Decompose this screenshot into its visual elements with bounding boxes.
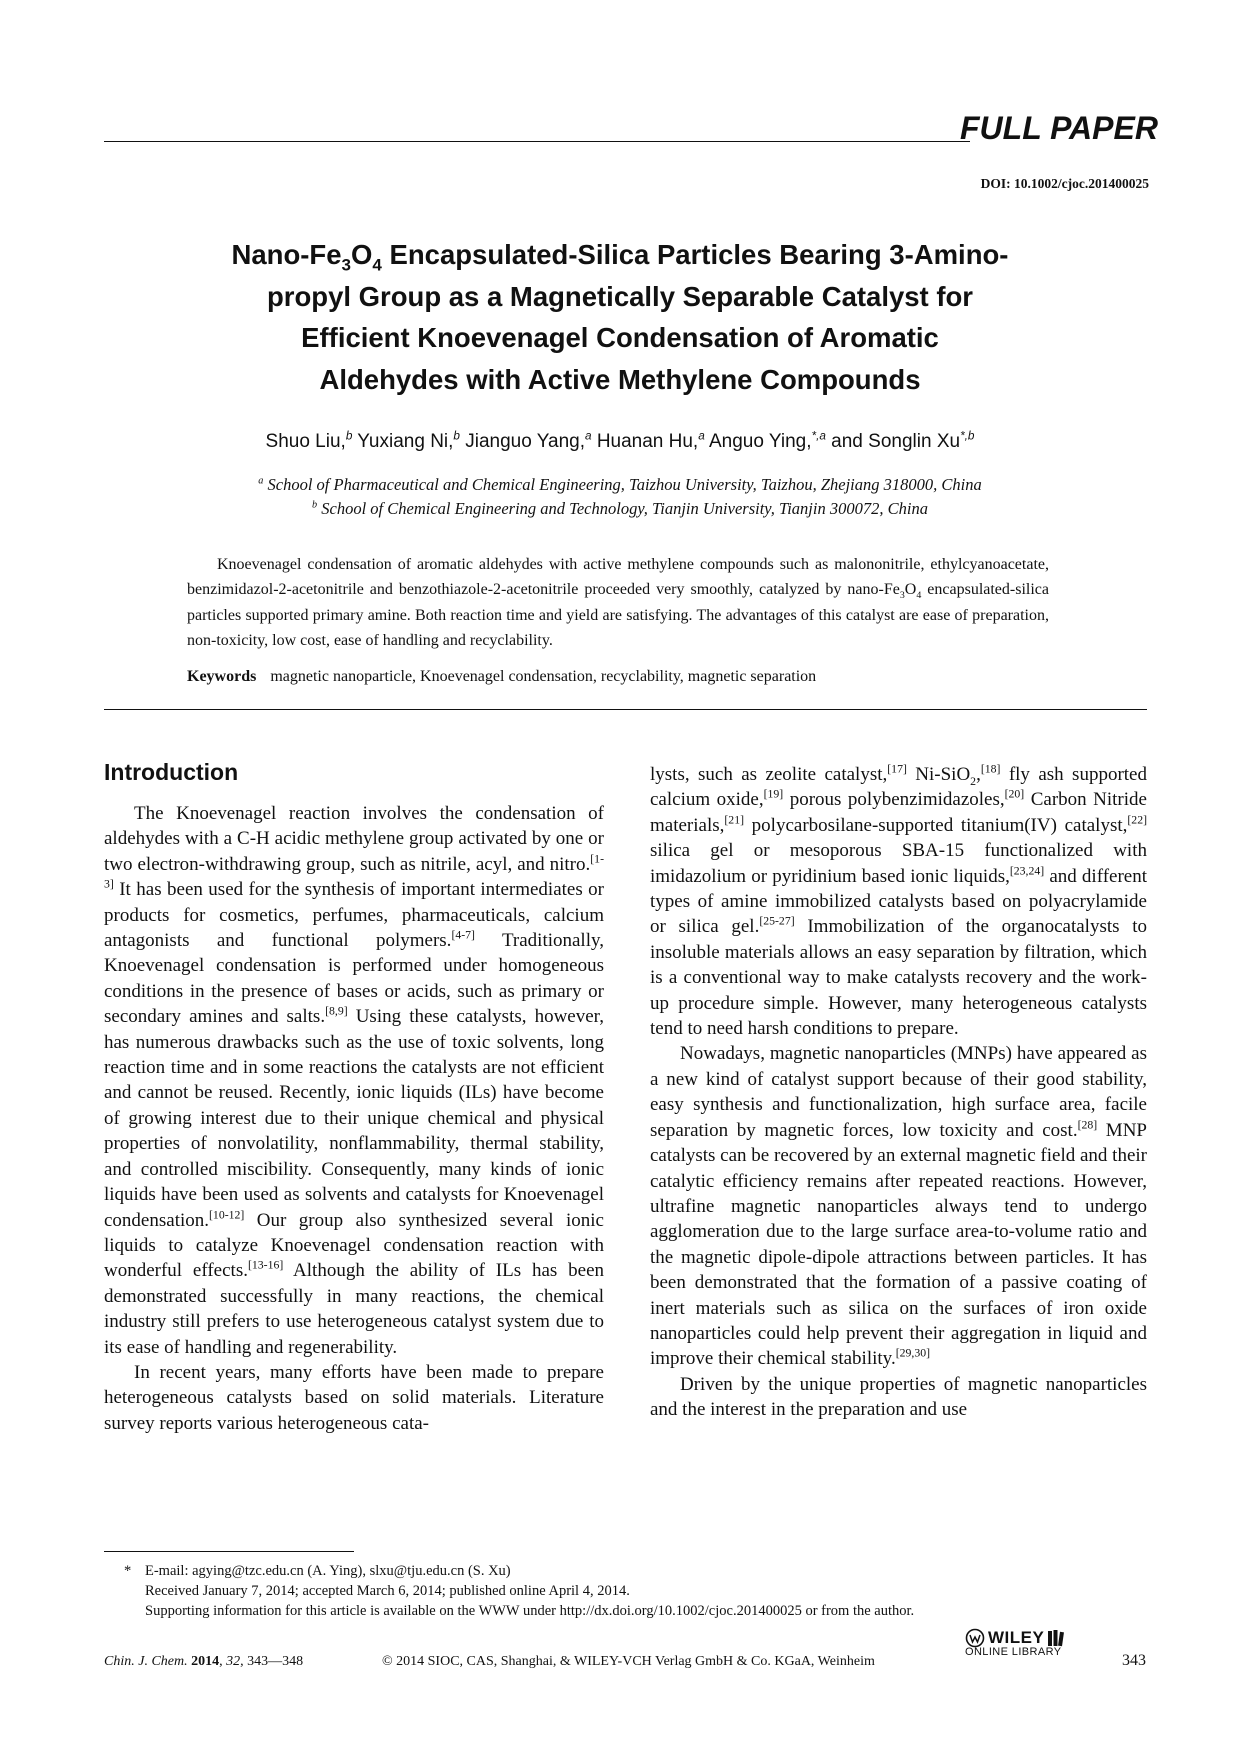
author-affil-mark: a (584, 429, 592, 443)
title-line-3: Efficient Knoevenagel Condensation of Aromatic (301, 322, 939, 353)
reference-mark[interactable]: [10-12] (209, 1208, 245, 1222)
footnote-received: Received January 7, 2014; accepted March 6, 2014; published online April 4, 2014. (145, 1583, 630, 1599)
title-line-4: Aldehydes with Active Methylene Compounds (319, 363, 921, 395)
wiley-wordmark: WILEY (988, 1628, 1045, 1647)
section-label: FULL PAPER (960, 110, 1158, 146)
reference-mark[interactable]: [21] (724, 813, 744, 827)
author-name: Shuo Liu, (265, 431, 346, 452)
left-column (104, 801, 604, 1436)
author-name: Yuxiang Ni, (357, 431, 454, 452)
author-name: Huanan Hu, (596, 431, 699, 452)
affiliation-b: $^b$ School of Chemical Engineering and Technology, Tianjin University, Tianjin 300072, China (312, 499, 928, 518)
paragraph: Driven by the unique properties of magnetic nanoparticles and the interest in the preparation and use (650, 1373, 1147, 1421)
copyright-notice: © 2014 SIOC, CAS, Shanghai, & WILEY-VCH Verlag GmbH & Co. KGaA, Weinheim (382, 1654, 875, 1669)
wiley-seal-icon (965, 1628, 985, 1648)
author-name: Jianguo Yang, (465, 431, 585, 452)
wiley-subtext: ONLINE LIBRARY (965, 1646, 1062, 1658)
abstract: Knoevenagel condensation of aromatic aldehydes with active methylene compounds such as malononitrile, ethylcyanoacetate, benzimidazol-2-acetonitrile and benzothiazole-2-acetonitrile proceeded very smoothly, catalyzed by nano-$Fe_3O_4$ encapsulated-silica particles supported primary amine. Both reaction time and yield are satisfying. The advantages of this catalyst are ease of preparation, non-toxicity, low cost, ease of handling and recyclability. (187, 556, 1050, 649)
paragraph: The Knoevenagel reaction involves the condensation of aldehydes with a C-H acidic methylene group activated by one or two electron-withdrawing group, such as nitrile, acyl, and nitro.[1-3] It has been used for the synthesis of important intermediates or products for cosmetics, perfumes, pharmaceuticals, calcium antagonists and functional polymers.[4-7] Traditionally, Knoevenagel condensation is performed under homogeneous conditions in the presence of bases or acids, such as primary or secondary amines and salts.[8,9] Using these catalysts, however, has numerous drawbacks such as the use of toxic solvents, long reaction time and in some reactions the catalysts are not efficient and cannot be reused. Recently, ionic liquids (ILs) have become of growing interest due to their unique chemical and physical properties of nonvolatility, nonflammability, thermal stability, and controlled miscibility. Consequently, many kinds of ionic liquids have been used as solvents and catalysts for Knoevenagel condensation.[10-12] Our group also synthesized several ionic liquids to catalyze Knoevenagel condensation reaction with wonderful effects.[13-16] Although the ability of ILs has been demonstrated successfully in many reactions, the chemical industry still prefers to use heterogeneous catalyst system due to its ease of handling and regenerability. (104, 803, 605, 1358)
author-affil-mark: *,b (960, 429, 975, 443)
reference-mark[interactable]: [28] (1077, 1118, 1098, 1132)
wiley-logo[interactable] (965, 1628, 1067, 1658)
footnote-rule (104, 1551, 354, 1552)
author-affil-mark: *,a (811, 429, 826, 443)
reference-mark[interactable]: [8,9] (325, 1004, 348, 1018)
keywords-label: Keywords (187, 668, 257, 685)
reference-mark[interactable]: [4-7] (451, 928, 475, 942)
author-name: and Songlin Xu (831, 431, 961, 452)
paragraph: lysts, such as zeolite catalyst,[17] Ni-SiO$_2$,[18] fly ash supported calcium oxide,[19] porous polybenzimidazoles,[20] Carbon Nitride materials,[21] polycarbosilane-supported titanium(IV) catalyst,[22] silica gel or mesoporous SBA-15 functionalized with imidazolium or pyridinium based ionic liquids,[23,24] and different types of amine immobilized catalysts based on polyacrylamide or silica gel.[25-27] Immobilization of the organocatalysts to insoluble materials allows an easy separation by filtration, which is a conventional way to make catalysts recovery and the work-up procedure simple. However, many heterogeneous catalysts tend to need harsh conditions to prepare. (650, 762, 1148, 1040)
paper-title (150, 234, 1090, 400)
paragraph: Nowadays, magnetic nanoparticles (MNPs) have appeared as a new kind of catalyst support because of their good stability, easy synthesis and functionalization, high surface area, facile separation by magnetic forces, low toxicity and cost.[28] MNP catalysts can be recovered by an external magnetic field and their catalytic efficiency remains after repeated reactions. However, ultrafine magnetic nanoparticles always tend to undergo agglomeration due to the large surface area-to-volume ratio and the magnetic dipole-dipole attractions between particles. It has been demonstrated that the formation of a passive coating of inert materials such as silica on the surfaces of iron oxide nanoparticles could help prevent their aggregation in liquid and improve their chemical stability.[29,30] (650, 1043, 1147, 1370)
page-number: 343 (1122, 1652, 1146, 1669)
author-affil-mark: a (698, 429, 705, 443)
reference-mark[interactable]: [17] (887, 762, 907, 776)
keywords-text: magnetic nanoparticle, Knoevenagel condensation, recyclability, magnetic separation (270, 668, 817, 685)
reference-mark[interactable]: [13-16] (247, 1258, 284, 1272)
section-heading: Introduction (104, 759, 239, 785)
reference-mark[interactable]: [18] (980, 762, 1001, 776)
reference-mark[interactable]: [22] (1127, 813, 1147, 827)
author-name: Anguo Ying, (709, 431, 812, 452)
paragraph: In recent years, many efforts have been made to prepare heterogeneous catalysts based on solid materials. Literature survey reports various heterogeneous cata- (104, 1361, 604, 1434)
footnote-supporting-info[interactable]: Supporting information for this article is available on the WWW under http://dx.doi.org/10.1002/cjoc.201400025 or from the author. (145, 1603, 915, 1619)
affiliation-a: $^a$ School of Pharmaceutical and Chemical Engineering, Taizhou University, Taizhou, Zhejiang 318000, China (258, 475, 982, 494)
journal-citation: Chin. J. Chem. 2014, 32, 343—348 (104, 1654, 304, 1669)
footnote-marker: * (124, 1563, 132, 1579)
right-column (650, 762, 1147, 1423)
reference-mark[interactable]: [19] (763, 788, 784, 802)
reference-mark[interactable]: [23,24] (1009, 864, 1045, 878)
library-books-icon (1047, 1629, 1067, 1647)
author-list (150, 431, 1090, 453)
header-rule (104, 141, 970, 142)
doi-text: DOI: 10.1002/cjoc.201400025 (980, 176, 1149, 191)
abstract-rule (104, 709, 1147, 710)
title-line-1: Nano-$Fe_3O_4$ Encapsulated-Silica Particles Bearing 3-Amino- (231, 239, 1009, 275)
reference-mark[interactable]: [29,30] (895, 1347, 931, 1361)
author-affil-mark: b (345, 429, 353, 443)
title-line-2: propyl Group as a Magnetically Separable Catalyst for (266, 280, 974, 312)
reference-mark[interactable]: [25-27] (759, 915, 795, 929)
author-affil-mark: b (453, 429, 460, 443)
footnote-email[interactable]: E-mail: agying@tzc.edu.cn (A. Ying), slxu@tju.edu.cn (S. Xu) (145, 1563, 511, 1579)
keywords (187, 668, 1049, 686)
reference-mark[interactable]: [1-3] (104, 852, 604, 891)
reference-mark[interactable]: [20] (1004, 788, 1025, 802)
